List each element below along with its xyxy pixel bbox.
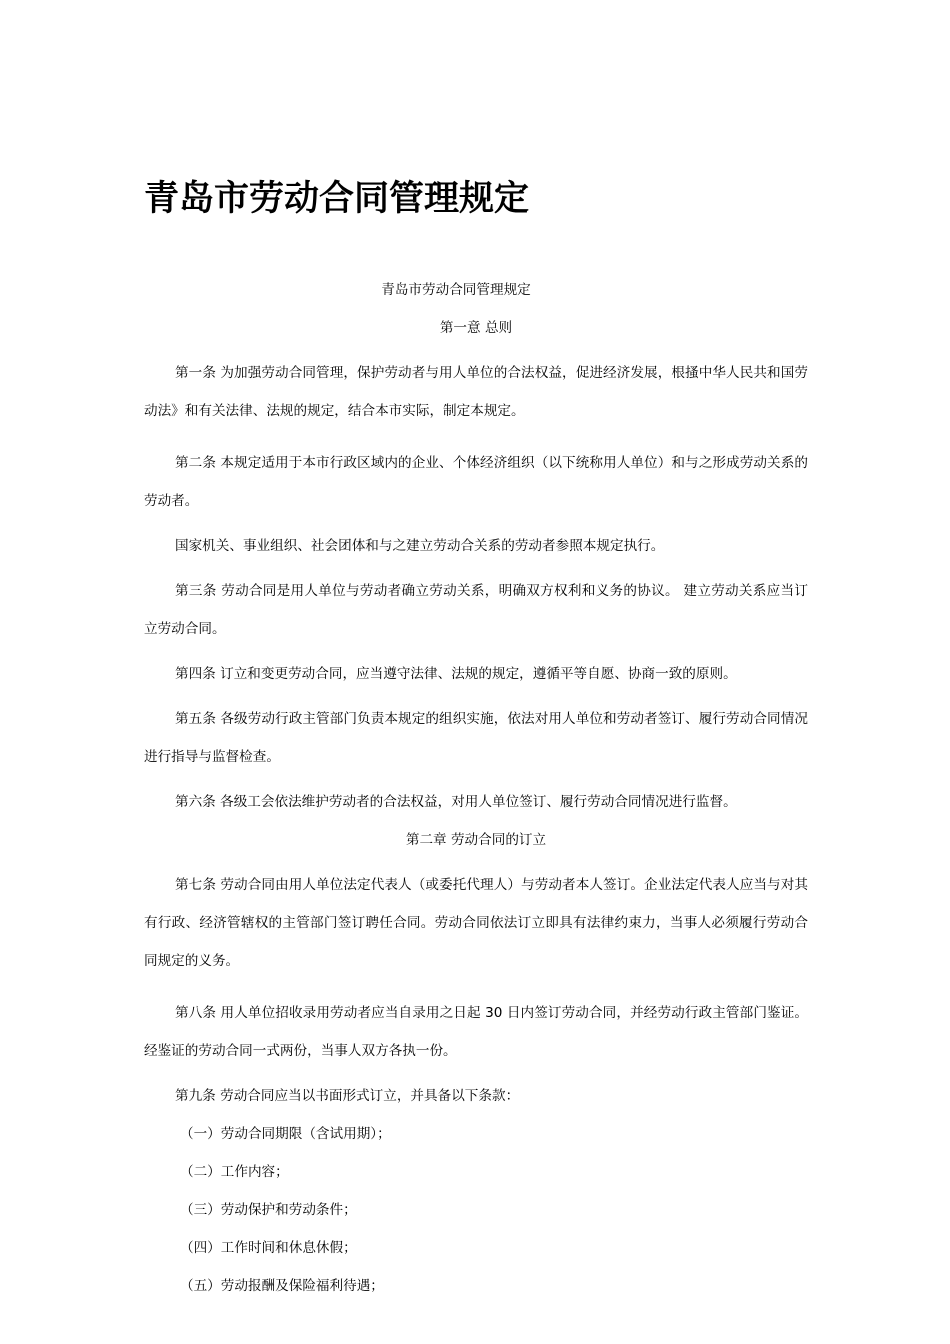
- list-item: （一）劳动合同期限（含试用期）；: [180, 1126, 391, 1142]
- article-1: 第一条 为加强劳动合同管理，保护劳动者与用人单位的合法权益，促进经济发展，根搔中华人民共和国劳动法》和有关法律、法规的规定，结合本市实际，制定本规定。: [144, 365, 808, 419]
- article-9: 第九条 劳动合同应当以书面形式订立，并具备以下条款：: [175, 1088, 520, 1104]
- article-2: 第二条 本规定适用于本市行政区域内的企业、个体经济组织（以下统称用人单位）和与之形成劳动关系的劳动者。: [144, 455, 808, 509]
- regulation-title: 青岛市劳动合同管理规定: [381, 282, 531, 298]
- list-item: （三）劳动保护和劳动条件；: [180, 1202, 357, 1218]
- article-8: 第八条 用人单位招收录用劳动者应当自录用之日起 30 日内签订劳动合同，并经劳动行政主管部门鉴证。经鉴证的劳动合同一式两份，当事人双方各执一份。: [144, 1005, 808, 1059]
- chapter-heading-1: 第一意 总则: [439, 320, 513, 336]
- document-body: [144, 278, 808, 1312]
- list-item: （五）劳动报酬及保险福利待遇；: [180, 1278, 384, 1294]
- article-2-paragraph-2: 国家机关、事业组织、社会团体和与之建立劳动合关系的劳动者参照本规定执行。: [175, 538, 665, 554]
- chapter-heading-2: 第二章 劳动合同的订立: [405, 832, 547, 848]
- article-4: 第四条 订立和变更劳动合同，应当遵守法律、法规的规定，遵循平等自愿、协商一致的原则。: [175, 666, 737, 682]
- document-title: 青岛市劳动合同管理规定: [144, 179, 530, 220]
- article-3: 第三条 劳动合同是用人单位与劳动者确立劳动关系，明确双方权利和义务的协议。 建立劳动关系应当订立劳动合同。: [144, 583, 808, 637]
- article-5: 第五条 各级劳动行政主管部门负责本规定的组织实施，依法对用人单位和劳动者签订、履行劳动合同情况进行指导与监督检查。: [144, 711, 808, 765]
- list-item: （四）工作时间和休息休假；: [180, 1240, 357, 1256]
- article-7: 第七条 劳动合同由用人单位法定代表人（或委托代理人）与劳动者本人签订。企业法定代表人应当与对其有行政、经济管辖权的主管部门签订聘任合同。劳动合同依法订立即具有法律约束力，当事人必须履行劳动合同规定的义务。: [144, 877, 808, 969]
- list-item: （二）工作内容；: [180, 1164, 289, 1180]
- article-6: 第六条 各级工会依法维护劳动者的合法权益，对用人单位签订、履行劳动合同情况进行监督。: [175, 794, 737, 810]
